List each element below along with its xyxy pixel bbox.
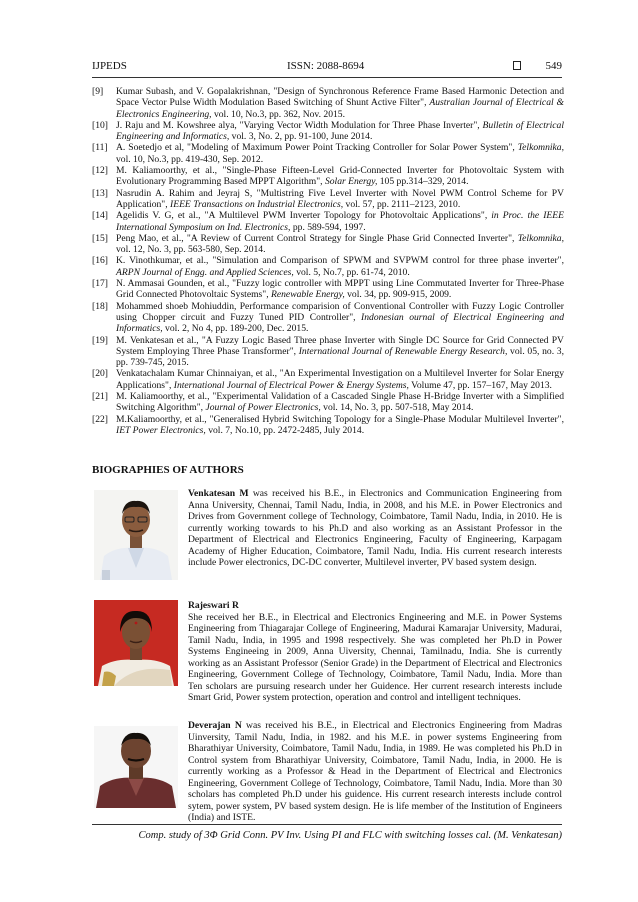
reference-details: vol. 57, pp. 2111–2123, 2010. <box>343 198 461 210</box>
reference-number: [22] <box>92 413 108 425</box>
reference-item <box>92 278 564 301</box>
reference-number: [14] <box>92 210 108 222</box>
reference-details: vol. 10, No.3, pp. 362, Nov. 2015. <box>211 108 345 120</box>
reference-item <box>92 255 564 278</box>
reference-number: [21] <box>92 391 108 403</box>
reference-item <box>92 368 564 391</box>
reference-source: International Journal of Electrical Power & Energy Systems, <box>173 379 409 391</box>
reference-details: vol. 2, No 4, pp. 189-200, Dec. 2015. <box>162 323 309 335</box>
author-name-2: Rajeswari R <box>188 600 239 611</box>
reference-text: J. Raju and M. Kowshree alya, "Varying Vector Width Modulation for Three Phase Inverter", <box>116 119 483 131</box>
reference-item <box>92 233 564 256</box>
reference-source: Journal of Power Electronics, <box>205 402 321 414</box>
reference-text: Mohammed shoeb Mohiuddin, Performance comparision of Conventional Controller with Fuzzy Logic Controller using Chopper circuit and Fuzzy Tuned PID Controller", <box>116 300 564 323</box>
reference-details: vol. 12, No. 3, pp. 563-580, Sep. 2014. <box>116 244 266 256</box>
reference-source: Australian Journal of Electrical & Electronics Engineering, <box>116 97 565 120</box>
reference-text: M. Kaliamoorthy, et al., "Experimental Validation of a Cascaded Single Phase H-Bridge Inverter with a Simplified Switching Algorithm", <box>116 391 564 414</box>
author-photo-2 <box>94 600 178 686</box>
author-bio-text-2 <box>188 600 562 704</box>
reference-number: [9] <box>92 86 104 97</box>
author-photo-3 <box>94 726 178 808</box>
reference-number: [18] <box>92 300 108 312</box>
journal-name: IJPEDS <box>92 60 127 72</box>
reference-details: Volume 47, pp. 157–167, May 2013. <box>408 379 552 391</box>
reference-number: [19] <box>92 334 108 346</box>
reference-number: [11] <box>92 142 108 154</box>
reference-text: M. Venkatesan et al., "A Fuzzy Logic Based Three phase Inverter with Single DC Source for Grid Connected PV System Employing Three Phase Transformer", <box>116 334 564 357</box>
reference-details: vol. 14, No. 3, pp. 507-518, May 2014. <box>320 402 474 414</box>
author-description-1: was received his B.E., in Electronics and Communication Engineering from Anna University, Chennai, Tamil Nadu, India, in 2008, and his M.E. in Power Electronics and Drives from Government college of Technology, Coimbatore, Tamil Nadu, India, in 2010. He is currently working towards to his Ph.D and also working as an Assistant Professor in the Department of Electrical and Electronics Engineering, Faculty of Engineering, Karpagam Academy of Higher Education, Coimbatore, Tamil Nadu, India. His current research interests include Power electronics, DC-DC converter, Multilevel inverter, PV based system design. <box>188 488 562 568</box>
reference-text: Nasrudin A. Rahim and Jeyraj S, "Multistring Five Level Inverter with Novel PWM Control Scheme for PV Application", <box>116 187 564 210</box>
reference-item <box>92 391 564 414</box>
page-number: 549 <box>545 60 562 72</box>
reference-source: Telkomnika, <box>517 142 564 154</box>
reference-number: [15] <box>92 232 108 244</box>
reference-details: vol. 05, no. 3, pp. 739-745, 2015. <box>116 345 565 369</box>
reference-text: Kumar Subash, and V. Gopalakrishnan, "Design of Synchronous Reference Frame Based Harmonic Detection and Space Vector Pulse Width Modulation Based Switching of Shunt Active Filter", <box>116 86 564 109</box>
author-bio-text-3 <box>188 720 562 824</box>
reference-text: Venkatachalam Kumar Chinnaiyan, et al., "An Experimental Investigation on a Multilevel Inverter for Solar Energy Applications", <box>116 368 564 391</box>
author-description-3: was received his B.E., in Electrical and Electronics Engineering from Madras Uinversity, Tamil Nadu, India, in 1982. and his M.E. in power systems Engineering from Bharathiyar University, Coimbatore, Tamil Nadu, India, in 1989. He was completed his Ph.D in Control system from Bharathiyar University, Coimbatore, Tamil Nadu, India, in 2000. He is currently working as a Professor & Head in the Department of Electrical and Electronics Engineering, Government College of Technology, Coimbatore, Tamil Nadu, India. More than 30 scholars has completed Ph.D under his guidence. His current research interests include control sytem, power system, PV based system design. He is life member of the Institution of Engineers (India) and ISTE. <box>188 720 562 823</box>
reference-text: M. Kaliamoorthy, et al., "Single-Phase Fifteen-Level Grid-Connected Inverter for Photovoltaic System with Evolutionary Programming Based MPPT Algorithm", <box>116 165 564 188</box>
reference-source: IET Power Electronics, <box>116 424 206 436</box>
reference-source: Telkomnika, <box>517 232 564 244</box>
reference-details: 105 pp.314–329, 2014. <box>377 176 469 188</box>
reference-source: in Proc. the IEEE International Symposium on Ind. Electronics, <box>116 210 564 233</box>
reference-item <box>92 86 564 120</box>
reference-source: ARPN Journal of Engg. and Applied Sciences, <box>116 266 294 278</box>
reference-item <box>92 120 564 143</box>
reference-item <box>92 165 564 188</box>
reference-number: [20] <box>92 368 108 380</box>
reference-item <box>92 335 564 369</box>
reference-item <box>92 210 564 233</box>
biographies-heading: BIOGRAPHIES OF AUTHORS <box>92 464 244 476</box>
reference-number: [10] <box>92 119 108 131</box>
author-name-1: Venkatesan M <box>188 488 249 499</box>
square-icon <box>513 61 521 70</box>
reference-item <box>92 414 564 437</box>
reference-text: N. Ammasai Gounden, et al., "Fuzzy logic controller with MPPT using Line Commutated Inverter for Three-Phase Grid Connected Photovoltaic Systems", <box>116 278 564 301</box>
reference-details: vol. 5, No.7, pp. 61-74, 2010. <box>293 266 410 278</box>
reference-item <box>92 142 564 165</box>
reference-number: [12] <box>92 165 108 177</box>
reference-details: pp. 589-594, 1997. <box>290 221 366 233</box>
reference-item <box>92 301 564 335</box>
author-bio-text-1 <box>188 488 562 569</box>
reference-source: IEEE Transactions on Industrial Electronics, <box>170 198 344 210</box>
author-photo-1 <box>94 490 178 580</box>
reference-details: vol. 10, No.3, pp. 419-430, Sep. 2012. <box>116 153 264 165</box>
reference-source: International Journal of Renewable Energy Research, <box>298 345 508 357</box>
reference-details: vol. 34, pp. 909-915, 2009. <box>344 289 452 301</box>
reference-text: Peng Mao, et al., "A Review of Current Control Strategy for Single Phase Grid Connected Inverter", <box>116 232 518 244</box>
reference-source: Indonesian ournal of Electrical Engineering and Informatics, <box>116 311 564 335</box>
reference-details: vol. 7, No.10, pp. 2472-2485, July 2014. <box>205 424 365 436</box>
reference-source: Solar Energy, <box>324 176 378 188</box>
reference-number: [13] <box>92 187 108 199</box>
reference-details: vol. 3, No. 2, pp. 91-100, June 2014. <box>229 131 373 143</box>
reference-text: Agelidis V. G, et al., "A Multilevel PWM Inverter Topology for Photovoltaic Applications", <box>116 210 492 222</box>
author-name-3: Deverajan N <box>188 720 242 731</box>
author-description-2: She received her B.E., in Electrical and Electronics Engineering and M.E. in Power Systems Engineering from Thiagarajar College of Engineering, Madurai Kamarajar University, Madurai, Tamil Nadu, India, in 1995 and 1998 respectively. She was completed her Ph.D in Power Systems Engineeing in 2009, Anna Uiversity, Chennai, Tamilnadu, India. She is currently working as an Assistant Professor (Senior Grade) in the Department of Electrical and Electronics Engineering, Government College of Technology, Coimbatore, Tamil Nadu, India. More than Ten scholars are pursuing research under her Guidence. Her current research interests include Smart Grid, Power system protection, operation and control and intelligent techniques. <box>188 611 562 703</box>
reference-source: Bulletin of Electrical Engineering and Informatics, <box>116 119 564 143</box>
reference-source: Renewable Energy, <box>271 289 345 301</box>
reference-text: K. Vinothkumar, et al., "Simulation and Comparison of SPWM and SVPWM control for three phase inverter", <box>116 255 564 267</box>
reference-text: M.Kaliamoorthy, et al., "Generalised Hybrid Switching Topology for a Single-Phase Modular Multilevel Inverter", <box>116 413 564 425</box>
footer-rule <box>92 824 562 825</box>
page-header <box>92 60 562 76</box>
reference-list <box>92 86 564 436</box>
reference-text: A. Soetedjo et al, "Modeling of Maximum Power Point Tracking Controller for Solar Power System", <box>116 142 518 154</box>
page-footer: Comp. study of 3Φ Grid Conn. PV Inv. Using PI and FLC with switching losses cal. (M. Venkatesan) <box>138 830 562 841</box>
reference-item <box>92 188 564 211</box>
reference-number: [16] <box>92 255 108 267</box>
reference-number: [17] <box>92 278 108 290</box>
header-rule <box>92 77 562 78</box>
issn: ISSN: 2088-8694 <box>287 60 365 72</box>
